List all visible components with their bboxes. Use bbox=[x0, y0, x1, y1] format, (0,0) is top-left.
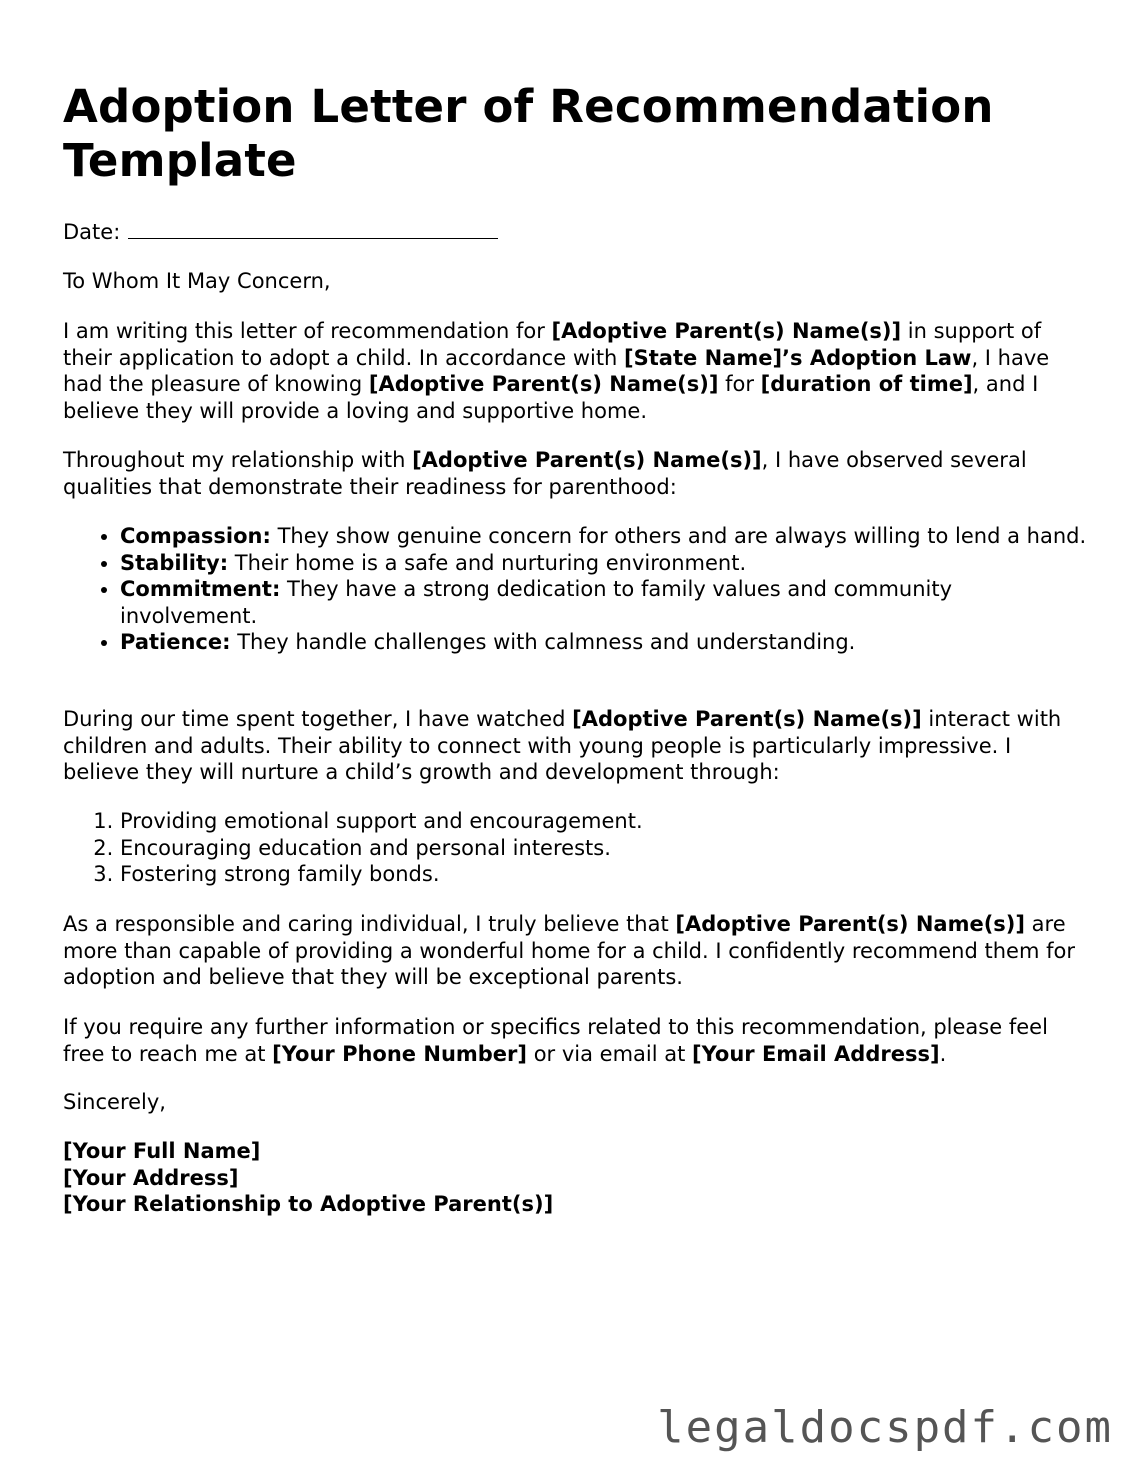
list-item: 3. Fostering strong family bonds. bbox=[120, 861, 1093, 888]
paragraph-qualities-intro: Throughout my relationship with [Adoptive Parent(s) Name(s)], I have observed several qualities that demonstrate their readiness for parenthood: bbox=[63, 448, 1027, 499]
signature-address: [Your Address] bbox=[63, 1165, 239, 1190]
signature-name: [Your Full Name] bbox=[63, 1139, 261, 1163]
date-field bbox=[63, 218, 1093, 246]
paragraph-contact: If you require any further information or specifics related to this recommendation, please feel free to reach me at [Your Phone Number] or via email at [Your Email Address]. bbox=[63, 1015, 1048, 1066]
date-blank-line[interactable] bbox=[128, 218, 498, 239]
date-label: Date: bbox=[63, 220, 121, 244]
placeholder-parent-name: [Adoptive Parent(s) Name(s)] bbox=[412, 448, 762, 472]
list-item: • Stability: Their home is a safe and nurturing environment. bbox=[120, 550, 1093, 577]
list-item: 2. Encouraging education and personal interests. bbox=[120, 835, 1093, 862]
signature-relationship: [Your Relationship to Adoptive Parent(s)] bbox=[63, 1192, 554, 1216]
list-item: • Patience: They handle challenges with calmness and understanding. bbox=[120, 629, 1093, 656]
salutation: To Whom It May Concern, bbox=[63, 269, 331, 293]
qualities-list bbox=[63, 523, 1093, 656]
placeholder-parent-name: [Adoptive Parent(s) Name(s)] bbox=[675, 912, 1025, 936]
list-item: • Commitment: They have a strong dedication to family values and community involvement. bbox=[120, 576, 1093, 629]
signature-block bbox=[63, 1138, 1093, 1218]
page-title: Adoption Letter of Recommendation Template bbox=[63, 80, 994, 187]
paragraph-recommendation: As a responsible and caring individual, I truly believe that [Adoptive Parent(s) Name(s)] are more than capable of providing a wonderful home for a child. I confidently recommend them for adoption and believe that they will be exceptional parents. bbox=[63, 912, 1075, 989]
placeholder-email: [Your Email Address] bbox=[692, 1041, 940, 1066]
placeholder-duration: [duration of time] bbox=[760, 372, 973, 396]
list-item: • Compassion: They show genuine concern for others and are always willing to lend a hand. bbox=[120, 523, 1093, 550]
watermark: legaldocspdf.com bbox=[657, 1402, 1113, 1453]
placeholder-state-law: [State Name]’s Adoption Law bbox=[624, 345, 972, 370]
list-item: 1. Providing emotional support and encouragement. bbox=[120, 808, 1093, 835]
placeholder-parent-name: [Adoptive Parent(s) Name(s)] bbox=[551, 319, 902, 343]
placeholder-phone: [Your Phone Number] bbox=[272, 1041, 528, 1066]
placeholder-parent-name: [Adoptive Parent(s) Name(s)] bbox=[368, 372, 719, 396]
development-list bbox=[63, 808, 1093, 888]
paragraph-observations: During our time spent together, I have watched [Adoptive Parent(s) Name(s)] interact with children and adults. Their ability to connect with young people is particularly impressive. I believe they will nurture a child’s growth and development through: bbox=[63, 707, 1062, 784]
paragraph-intro: I am writing this letter of recommendation for [Adoptive Parent(s) Name(s)] in support of their application to adopt a child. In accordance with [State Name]’s Adoption Law, I have had the pleasure of knowing [Adoptive Parent(s) Name(s)] for [duration of time], and I believe they will provide a loving and supportive home. bbox=[63, 319, 1050, 423]
placeholder-parent-name: [Adoptive Parent(s) Name(s)] bbox=[572, 707, 922, 731]
closing: Sincerely, bbox=[63, 1090, 166, 1114]
